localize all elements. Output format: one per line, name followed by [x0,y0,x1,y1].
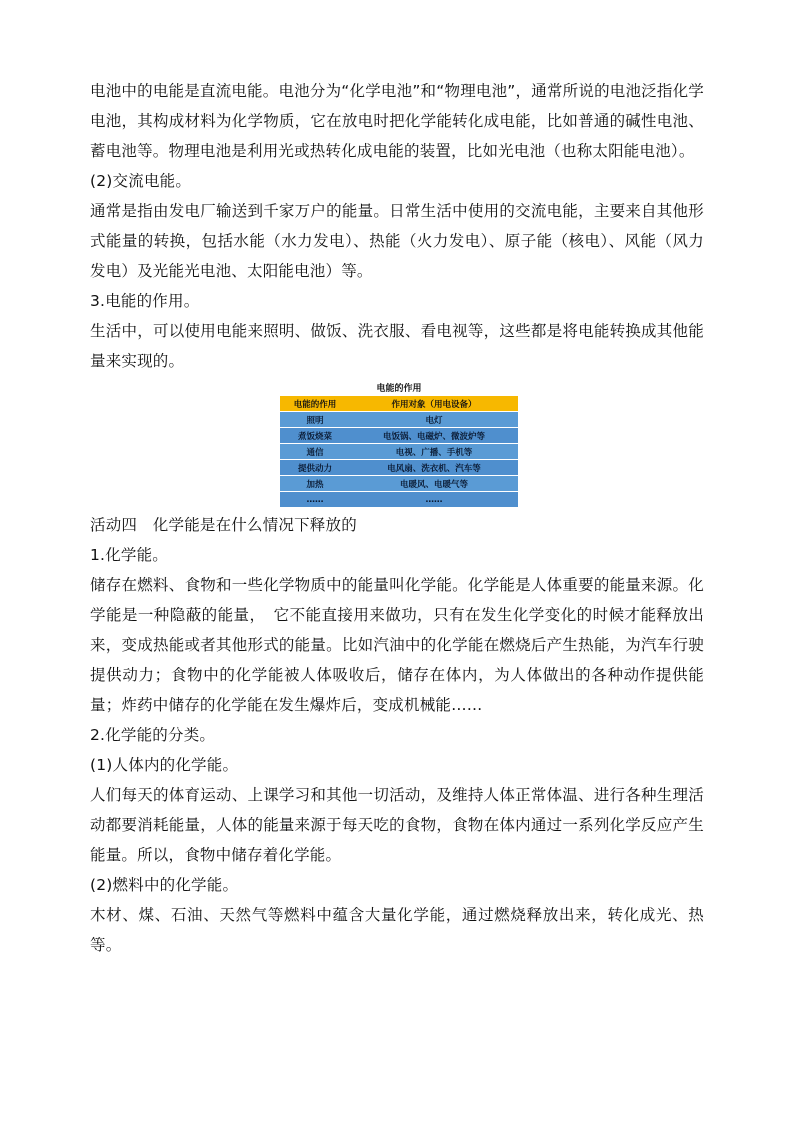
table-row [280,412,518,428]
table-header-cell: 电能的作用 [280,396,350,412]
heading-chemical-energy: 1.化学能。 [90,546,168,564]
table-cell: 提供动力 [280,460,350,476]
document-page [90,76,704,960]
table-cell: 电风扇、洗衣机、汽车等 [350,460,518,476]
table-cell: 通信 [280,444,350,460]
heading-activity-four: 活动四 化学能是在什么情况下释放的 [90,516,357,534]
table-header-row [280,396,518,412]
table-cell: 加热 [280,476,350,492]
paragraph-battery-dc: 电池中的电能是直流电能。电池分为“化学电池”和“物理电池”，通常所说的电池泛指化学电池，其构成材料为化学物质，它在放电时把化学能转化成电能，比如普通的碱性电池、蓄电池等。物理电池是利用光或热转化成电能的装置，比如光电池（也称太阳能电池）。 [90,82,704,160]
paragraph-ac-energy: 通常是指由发电厂输送到千家万户的能量。日常生活中使用的交流电能，主要来自其他形式能量的转换，包括水能（水力发电）、热能（火力发电）、原子能（核电）、风能（风力发电）及光能光电池、太阳能电池）等。 [90,202,704,280]
electric-energy-uses-figure [280,382,518,508]
heading-electric-uses: 3.电能的作用。 [90,292,200,310]
heading-ac-energy: (2)交流电能。 [90,172,192,190]
paragraph-chemical-energy: 储存在燃料、食物和一些化学物质中的能量叫化学能。化学能是人体重要的能量来源。化学能是一种隐蔽的能量， 它不能直接用来做功，只有在发生化学变化的时候才能释放出来，变成热能或者其他形式的能量。比如汽油中的化学能在燃烧后产生热能，为汽车行驶提供动力；食物中的化学能被人体吸收后，储存在体内，为人体做出的各种动作提供能量；炸药中储存的化学能在发生爆炸后，变成机械能…… [90,576,704,714]
table-cell: 电暖风、电暖气等 [350,476,518,492]
table-row [280,444,518,460]
figure-title: 电能的作用 [376,384,422,394]
heading-chemical-energy-types: 2.化学能的分类。 [90,726,216,744]
table-header-cell: 作用对象（用电设备） [350,396,518,412]
paragraph-fuel-chemical-energy: 木材、煤、石油、天然气等燃料中蕴含大量化学能，通过燃烧释放出来，转化成光、热等。 [90,906,704,954]
table-cell: 电饭锅、电磁炉、微波炉等 [350,428,518,444]
table-cell: …… [350,492,518,508]
table-cell: 煮饭烧菜 [280,428,350,444]
electric-energy-uses-table [280,396,518,508]
table-cell: 电灯 [350,412,518,428]
table-cell: …… [280,492,350,508]
table-cell: 电视、广播、手机等 [350,444,518,460]
table-row [280,492,518,508]
table-row [280,428,518,444]
heading-body-chemical-energy: (1)人体内的化学能。 [90,756,239,774]
table-row [280,460,518,476]
heading-fuel-chemical-energy: (2)燃料中的化学能。 [90,876,239,894]
table-cell: 照明 [280,412,350,428]
paragraph-electric-uses: 生活中，可以使用电能来照明、做饭、洗衣服、看电视等，这些都是将电能转换成其他能量来实现的。 [90,322,704,370]
paragraph-body-chemical-energy: 人们每天的体育运动、上课学习和其他一切活动，及维持人体正常体温、进行各种生理活动都要消耗能量，人体的能量来源于每天吃的食物，食物在体内通过一系列化学反应产生能量。所以，食物中储存着化学能。 [90,786,704,864]
table-row [280,476,518,492]
